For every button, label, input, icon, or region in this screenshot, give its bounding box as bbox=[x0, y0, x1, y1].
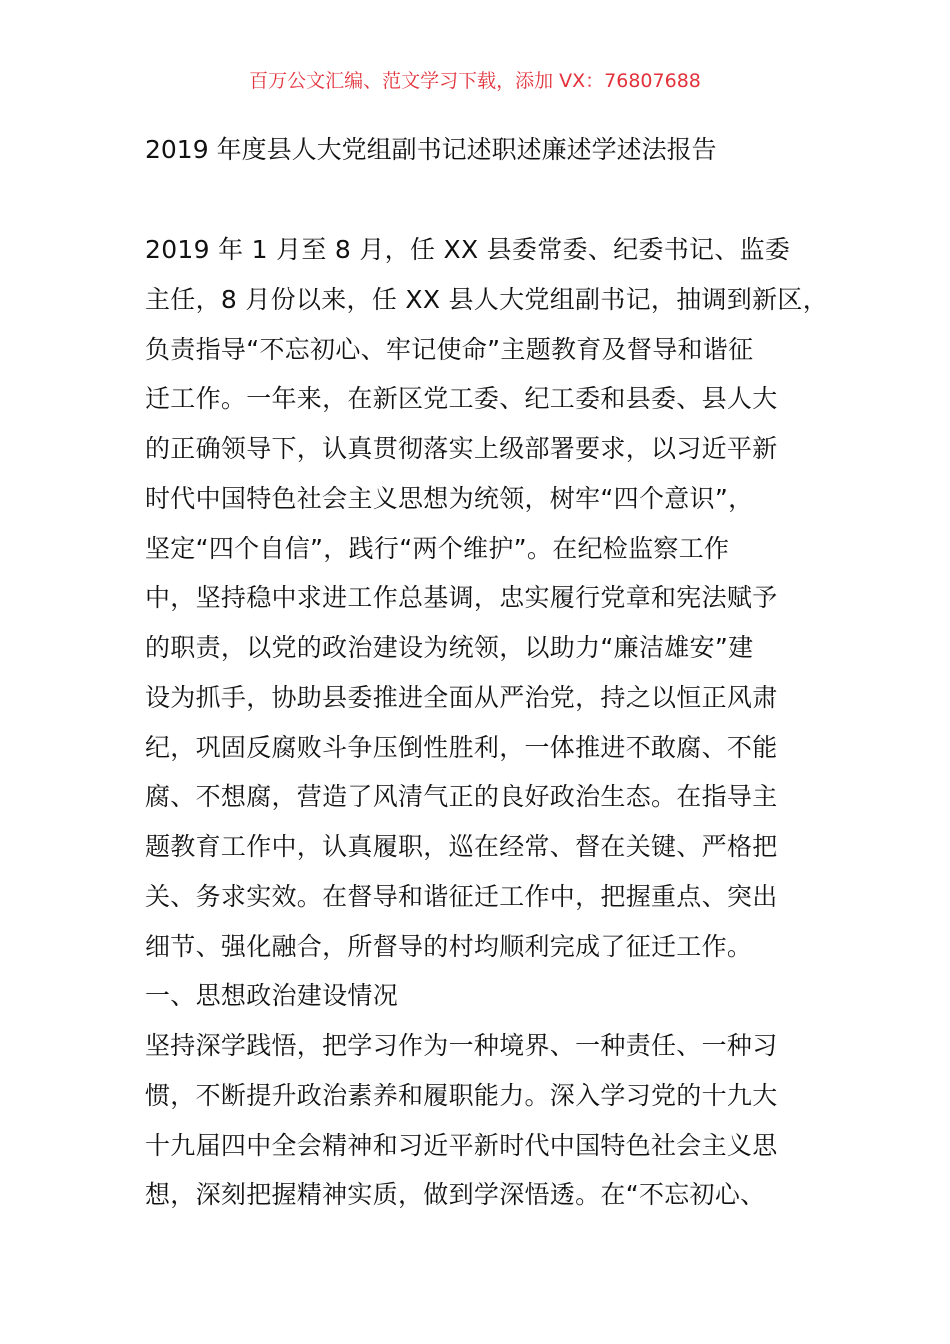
body-text-line: 坚定“四个自信”，践行“两个维护”。在纪检监察工作 bbox=[145, 533, 730, 563]
document-body bbox=[145, 225, 845, 1220]
body-text-line: 腐、不想腐，营造了风清气正的良好政治生态。在指导主 bbox=[145, 782, 778, 812]
body-text-line: 题教育工作中，认真履职，巡在经常、督在关键、严格把 bbox=[145, 832, 778, 861]
body-text-line: 负责指导“不忘初心、牢记使命”主题教育及督导和谐征 bbox=[145, 334, 754, 364]
body-text-line: 细节、强化融合，所督导的村均顺利完成了征迁工作。 bbox=[145, 931, 753, 961]
body-text-line: 惯，不断提升政治素养和履职能力。深入学习党的十九大 bbox=[145, 1080, 778, 1110]
document-title: 2019 年度县人大党组副书记述职述廉述学述法报告 bbox=[145, 135, 717, 164]
body-text-line: 的职责，以党的政治建设为统领，以助力“廉洁雄安”建 bbox=[145, 633, 754, 662]
section-heading: 一、思想政治建设情况 bbox=[145, 981, 399, 1011]
body-text-line: 想，深刻把握精神实质，做到学深悟透。在“不忘初心、 bbox=[145, 1180, 766, 1210]
body-text-line: 的正确领导下，认真贯彻落实上级部署要求，以习近平新 bbox=[145, 434, 778, 463]
download-banner: 百万公文汇编、范文学习下载，添加 VX：76807688 bbox=[249, 70, 701, 92]
body-text-line: 主任，8 月份以来，任 XX 县人大党组副书记，抽调到新区， bbox=[145, 284, 829, 314]
body-text-line: 迁工作。一年来，在新区党工委、纪工委和县委、县人大 bbox=[145, 384, 778, 414]
body-text-line: 2019 年 1 月至 8 月，任 XX 县委常委、纪委书记、监委 bbox=[145, 235, 791, 264]
body-text-line: 十九届四中全会精神和习近平新时代中国特色社会主义思 bbox=[145, 1130, 778, 1160]
body-text-line: 中，坚持稳中求进工作总基调，忠实履行党章和宪法赋予 bbox=[145, 583, 778, 613]
body-text-line: 时代中国特色社会主义思想为统领，树牢“四个意识”， bbox=[145, 483, 754, 513]
body-text-line: 坚持深学践悟，把学习作为一种境界、一种责任、一种习 bbox=[145, 1031, 778, 1060]
body-text-line: 关、务求实效。在督导和谐征迁工作中，把握重点、突出 bbox=[145, 881, 778, 911]
body-text-line: 设为抓手，协助县委推进全面从严治党，持之以恒正风肃 bbox=[145, 682, 778, 712]
body-text-line: 纪，巩固反腐败斗争压倒性胜利，一体推进不敢腐、不能 bbox=[145, 732, 778, 762]
